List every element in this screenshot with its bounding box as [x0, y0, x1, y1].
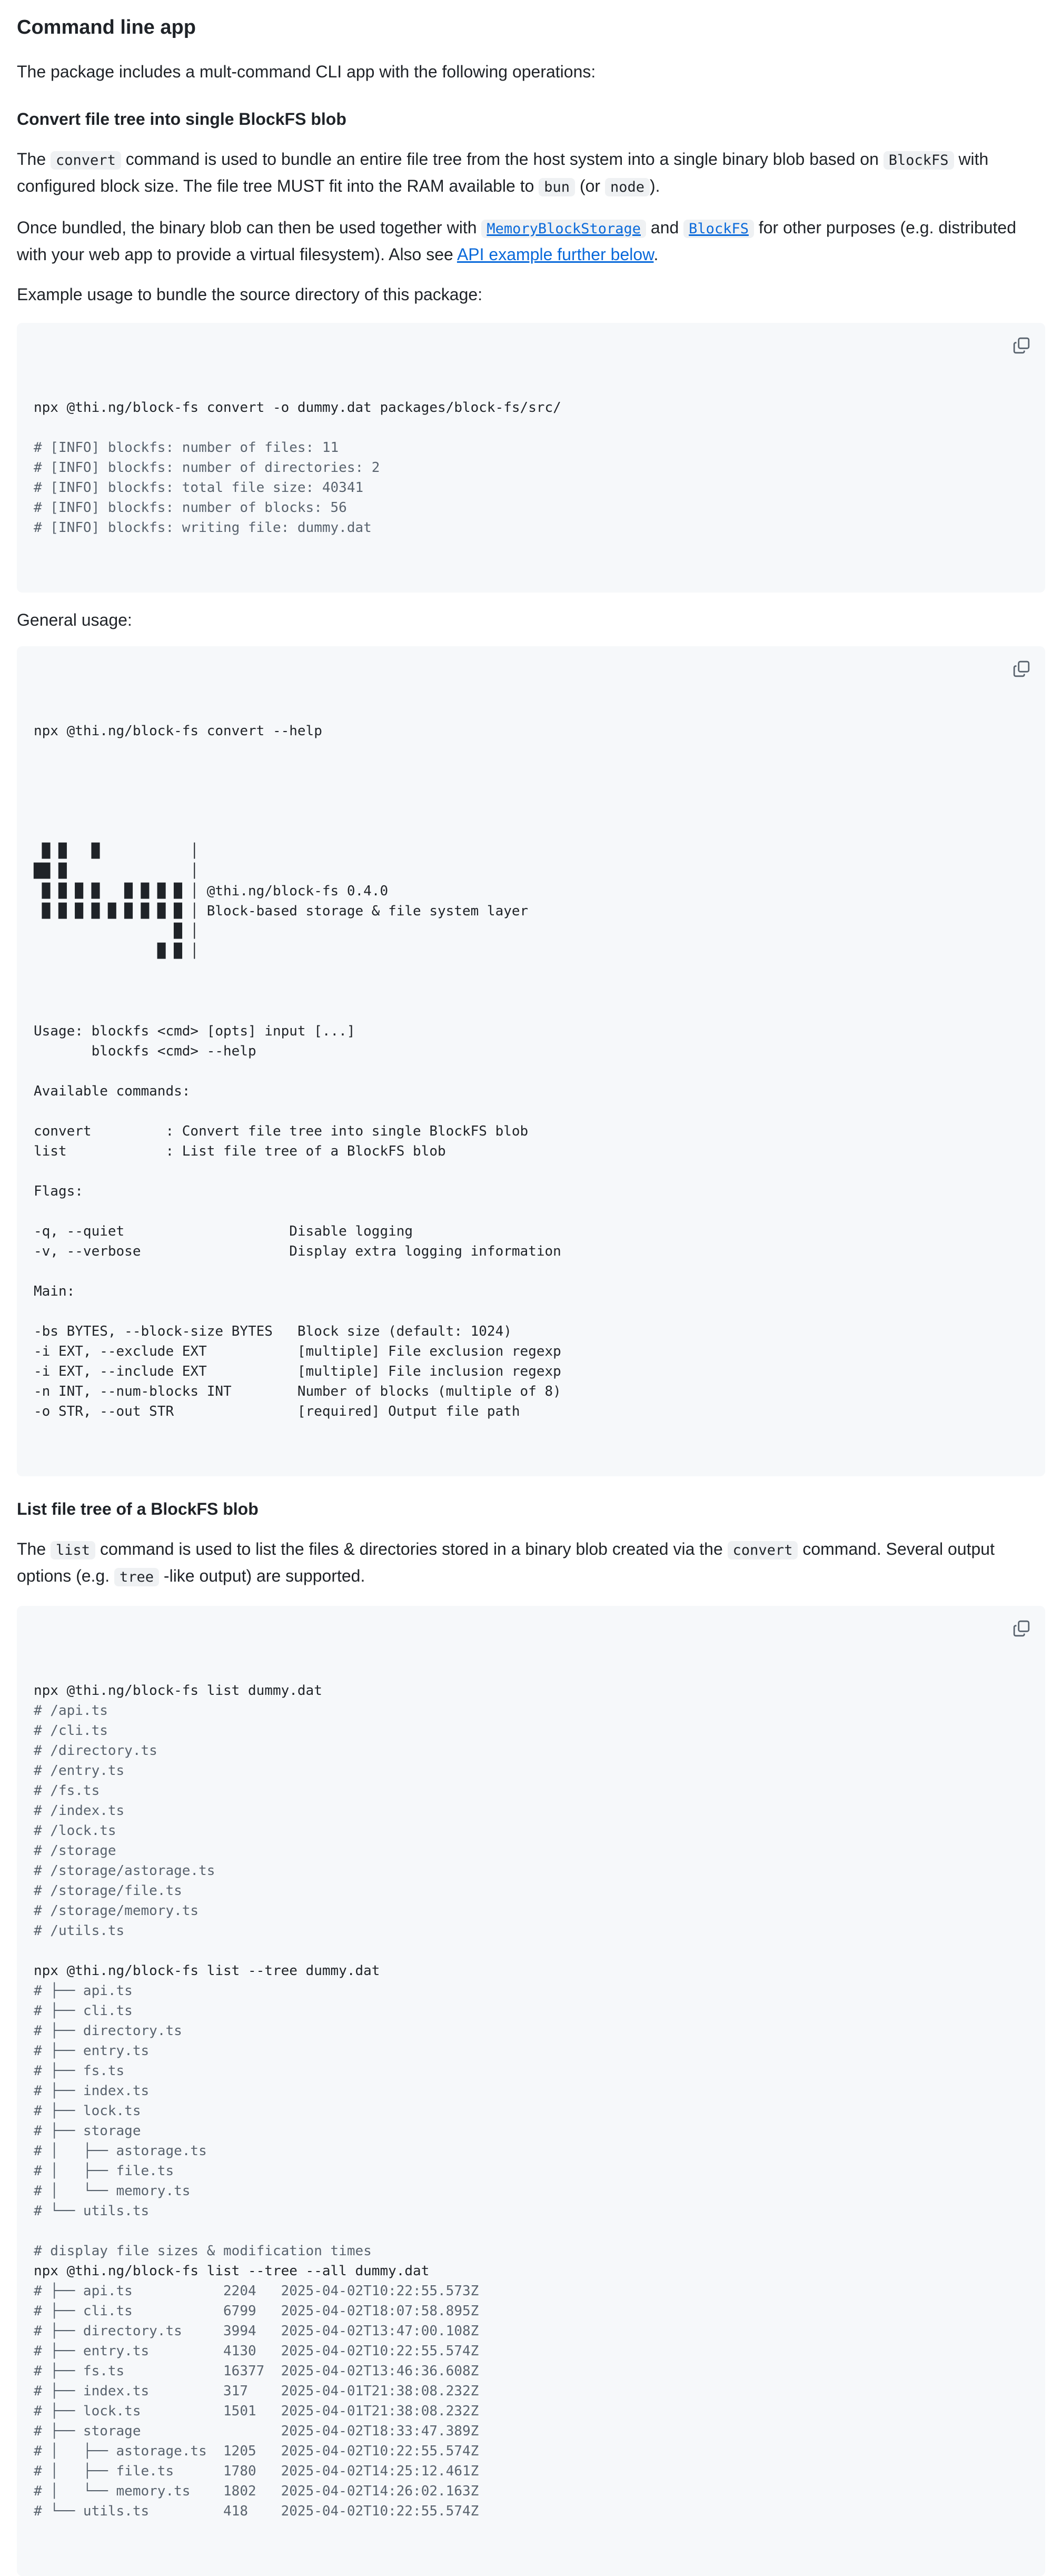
code-line: blockfs <cmd> --help — [34, 1043, 256, 1059]
code-line: # │ └── memory.ts — [34, 2183, 191, 2199]
inline-code-convert: convert — [51, 151, 121, 170]
code-lines — [34, 398, 1028, 538]
code-block-help — [17, 646, 1045, 1476]
code-line: -v, --verbose Display extra logging information — [34, 1243, 561, 1259]
intro-text: The package includes a mult-command CLI app with the following operations: — [17, 62, 596, 81]
code-line: # /directory.ts — [34, 1743, 157, 1759]
general-usage-label: General usage: — [17, 610, 132, 629]
text: The — [17, 150, 51, 169]
code-line: # /utils.ts — [34, 1923, 125, 1939]
code-line: Usage: blockfs <cmd> [opts] input [...] — [34, 1023, 355, 1039]
text: ). — [649, 176, 660, 195]
link-blockfs[interactable] — [683, 218, 754, 237]
code-line: -o STR, --out STR [required] Output file path — [34, 1404, 520, 1419]
code-line — [34, 1061, 1028, 1081]
code-line: npx @thi.ng/block-fs convert -o dummy.dat packages/block-fs/src/ — [34, 400, 561, 416]
code-line: Available commands: — [34, 1083, 191, 1099]
code-line — [34, 1161, 1028, 1181]
convert-paragraph — [17, 146, 1045, 200]
code-line: ██ █ │ — [34, 863, 199, 879]
text: -like output) are supported. — [159, 1566, 365, 1585]
inline-code-blockfs: BlockFS — [884, 151, 954, 170]
code-line: # [INFO] blockfs: total file size: 40341 — [34, 480, 364, 496]
code-line: # /storage — [34, 1843, 116, 1859]
list-heading: List file tree of a BlockFS blob — [17, 1499, 259, 1518]
code-lines — [34, 1681, 1028, 2521]
code-line: # ├── storage 2025-04-02T18:33:47.389Z — [34, 2423, 479, 2439]
code-line: # /fs.ts — [34, 1783, 100, 1799]
code-line: # │ ├── astorage.ts — [34, 2143, 207, 2159]
code-line: -n INT, --num-blocks INT Number of blocks (multiple of 8) — [34, 1384, 561, 1399]
text: (or — [575, 176, 605, 195]
text: command is used to bundle an entire file tree from the host system into a single binary blob based on — [121, 150, 884, 169]
code-line: # [INFO] blockfs: number of files: 11 — [34, 440, 339, 456]
code-line: # ├── storage — [34, 2123, 141, 2139]
code-line: # ├── index.ts 317 2025-04-01T21:38:08.232Z — [34, 2383, 479, 2399]
code-line — [34, 2221, 1028, 2241]
text: and — [646, 218, 684, 237]
code-block-list — [17, 1606, 1045, 2576]
code-line: # /api.ts — [34, 1703, 108, 1719]
inline-code-bun: bun — [539, 178, 575, 196]
inline-code-node: node — [605, 178, 650, 196]
code-line: # [INFO] blockfs: number of directories: 2 — [34, 460, 380, 476]
code-line: # display file sizes & modification times — [34, 2243, 372, 2259]
code-line: # ├── fs.ts 16377 2025-04-02T13:46:36.608Z — [34, 2363, 479, 2379]
help-command: npx @thi.ng/block-fs convert --help — [34, 723, 322, 739]
code-line — [34, 418, 1028, 438]
code-line: # └── utils.ts 418 2025-04-02T10:22:55.574Z — [34, 2503, 479, 2519]
copy-icon[interactable] — [1013, 660, 1030, 678]
code-line: # ├── api.ts — [34, 1983, 133, 1999]
code-line: # ├── entry.ts — [34, 2043, 150, 2059]
code-line: # │ └── memory.ts 1802 2025-04-02T14:26:02.163Z — [34, 2483, 479, 2499]
code-line — [34, 1201, 1028, 1221]
code-line: -i EXT, --exclude EXT [multiple] File exclusion regexp — [34, 1344, 561, 1359]
bundle-paragraph — [17, 215, 1045, 267]
inline-code-convert: convert — [728, 1541, 798, 1560]
code-line: npx @thi.ng/block-fs list dummy.dat — [34, 1683, 322, 1699]
ascii-logo — [34, 841, 1028, 961]
text: command. Several output options (e.g. — [17, 1539, 995, 1585]
code-line: # ├── directory.ts 3994 2025-04-02T13:47:00.108Z — [34, 2323, 479, 2339]
code-line: # └── utils.ts — [34, 2203, 150, 2219]
text: . — [653, 245, 659, 264]
code-line: # ├── lock.ts 1501 2025-04-01T21:38:08.232Z — [34, 2403, 479, 2419]
blank-line — [34, 781, 1028, 801]
code-line: list : List file tree of a BlockFS blob — [34, 1143, 446, 1159]
code-line: # [INFO] blockfs: number of blocks: 56 — [34, 500, 347, 516]
copy-icon[interactable] — [1013, 337, 1030, 354]
code-line: Flags: — [34, 1183, 83, 1199]
list-paragraph — [17, 1536, 1045, 1590]
code-block-convert — [17, 323, 1045, 593]
code-line: # ├── index.ts — [34, 2083, 150, 2099]
code-line: █ █ █ █ █ █ █ █ █ │ Block-based storage & file system layer — [34, 903, 529, 919]
code-line: # │ ├── astorage.ts 1205 2025-04-02T10:22:55.574Z — [34, 2443, 479, 2459]
code-line: # ├── cli.ts 6799 2025-04-02T18:07:58.895Z — [34, 2303, 479, 2319]
code-line: # ├── directory.ts — [34, 2023, 182, 2039]
text: for other purposes (e.g. distributed with your web app to provide a virtual filesystem). Also see — [17, 218, 1017, 264]
code-line: # /entry.ts — [34, 1763, 125, 1779]
code-line: # /lock.ts — [34, 1823, 116, 1839]
code-line: # ├── fs.ts — [34, 2063, 125, 2079]
code-line — [34, 1301, 1028, 1321]
code-line: █ █ █ │ — [34, 843, 199, 859]
inline-code-tree: tree — [114, 1568, 159, 1586]
code-line: -i EXT, --include EXT [multiple] File inclusion regexp — [34, 1364, 561, 1379]
code-line — [34, 1001, 1028, 1021]
text: The — [17, 1539, 51, 1558]
link-code: BlockFS — [683, 220, 754, 238]
code-line — [34, 1101, 1028, 1121]
text: command is used to list the files & directories stored in a binary blob created via the — [95, 1539, 728, 1558]
text: with configured block size. The file tree MUST fit into the RAM available to — [17, 150, 989, 195]
code-line — [34, 1261, 1028, 1281]
code-line: # /storage/memory.ts — [34, 1903, 199, 1919]
code-line: -bs BYTES, --block-size BYTES Block size (default: 1024) — [34, 1324, 512, 1339]
code-line: Main: — [34, 1284, 75, 1299]
code-line: █ █ █ █ █ █ █ █ │ @thi.ng/block-fs 0.4.0 — [34, 883, 389, 899]
code-line: # ├── api.ts 2204 2025-04-02T10:22:55.573Z — [34, 2283, 479, 2299]
code-line: # [INFO] blockfs: writing file: dummy.dat — [34, 520, 372, 536]
help-output — [34, 1001, 1028, 1422]
section-heading: Command line app — [17, 16, 196, 38]
code-line: █ █ │ — [34, 943, 199, 959]
code-line: █ │ — [34, 923, 199, 939]
link-code: MemoryBlockStorage — [481, 220, 646, 238]
code-line: # /storage/astorage.ts — [34, 1863, 215, 1879]
code-line: npx @thi.ng/block-fs list --tree dummy.dat — [34, 1963, 380, 1979]
code-line: # /storage/file.ts — [34, 1883, 182, 1899]
code-line: # │ ├── file.ts 1780 2025-04-02T14:25:12.461Z — [34, 2463, 479, 2479]
convert-heading: Convert file tree into single BlockFS blob — [17, 110, 346, 129]
code-line: # │ ├── file.ts — [34, 2163, 174, 2179]
code-line: npx @thi.ng/block-fs list --tree --all dummy.dat — [34, 2263, 430, 2279]
code-line: # ├── cli.ts — [34, 2003, 133, 2019]
code-line: -q, --quiet Disable logging — [34, 1223, 413, 1239]
code-line: convert : Convert file tree into single BlockFS blob — [34, 1123, 529, 1139]
link-memory-block-storage[interactable] — [481, 218, 646, 237]
copy-icon[interactable] — [1013, 1620, 1030, 1637]
code-line: # ├── entry.ts 4130 2025-04-02T10:22:55.574Z — [34, 2343, 479, 2359]
link-api-example[interactable]: API example further below — [456, 245, 654, 264]
code-line — [34, 1941, 1028, 1961]
text: Once bundled, the binary blob can then be used together with — [17, 218, 482, 237]
code-line: # /index.ts — [34, 1803, 125, 1819]
inline-code-list: list — [51, 1541, 95, 1560]
code-line: # ├── lock.ts — [34, 2103, 141, 2119]
example-usage-text: Example usage to bundle the source directory of this package: — [17, 285, 483, 304]
code-line: # /cli.ts — [34, 1723, 108, 1739]
